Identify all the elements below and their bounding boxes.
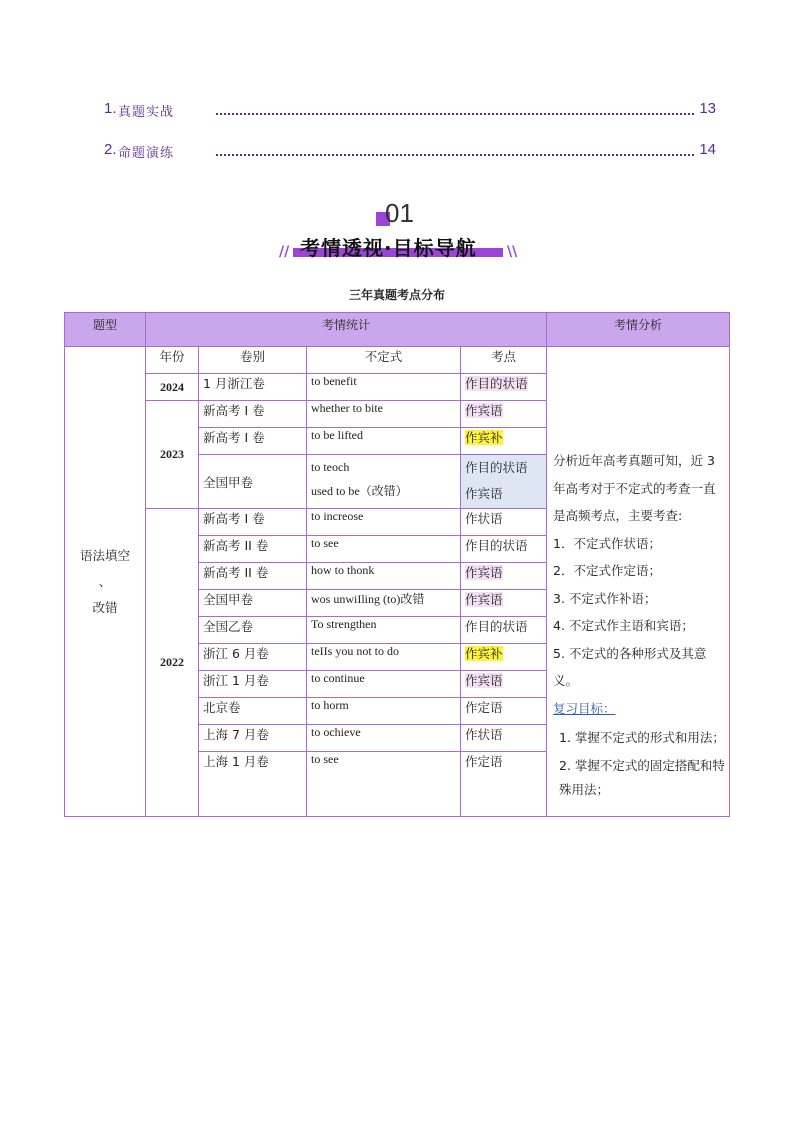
year-cell: 2024: [146, 374, 199, 401]
infinitive-cell: to horm: [307, 698, 461, 725]
decoration-slashes-left: //: [279, 244, 290, 260]
header-stats: 考情统计: [146, 313, 547, 347]
infinitive-cell: wos unwiIling (to)改错: [307, 590, 461, 617]
infinitive-cell: to teoch: [311, 460, 350, 474]
infinitive-cell: to continue: [307, 671, 461, 698]
toc-leader-dots: [216, 154, 694, 156]
toc-number: 1.: [104, 100, 117, 117]
infinitive-cell: to ochieve: [307, 725, 461, 752]
paper-cell: 新高考 I 卷: [199, 509, 307, 536]
point-cell: 作定语: [465, 754, 503, 769]
infinitive-cell: teIIs you not to do: [307, 644, 461, 671]
review-goal-item: 2. 掌握不定式的固定搭配和特殊用法；: [559, 758, 725, 797]
infinitive-cell: to be lifted: [307, 428, 461, 455]
analysis-item: 2．不定式作定语；: [553, 563, 661, 578]
sub-header-year: 年份: [146, 347, 199, 374]
toc-number: 2.: [104, 141, 117, 158]
section-title: 考情透视·目标导航: [300, 236, 477, 260]
sub-header-paper: 卷别: [199, 347, 307, 374]
header-type: 题型: [65, 313, 146, 347]
point-cell: 作目的状语: [465, 460, 528, 475]
paper-cell: 全国甲卷: [199, 590, 307, 617]
question-type-cell: [65, 347, 146, 817]
paper-cell: 新高考 II 卷: [199, 536, 307, 563]
paper-cell: 上海 1 月卷: [199, 752, 307, 817]
analysis-item: 4. 不定式作主语和宾语；: [553, 618, 694, 633]
infinitive-cell: how to thonk: [307, 563, 461, 590]
point-cell: 作状语: [465, 727, 503, 742]
table-caption: 三年真题考点分布: [348, 288, 445, 302]
sub-header-row: [65, 347, 730, 374]
paper-cell: 北京卷: [199, 698, 307, 725]
point-cell: 作宾语: [465, 565, 503, 580]
decoration-slashes-right: \\: [507, 244, 518, 260]
infinitive-cell: to see: [307, 536, 461, 563]
infinitive-cell: to see: [307, 752, 461, 817]
paper-cell: 新高考 II 卷: [199, 563, 307, 590]
exam-distribution-table: [64, 312, 730, 817]
paper-cell: 浙江 1 月卷: [199, 671, 307, 698]
point-cell: 作宾语: [465, 592, 503, 607]
analysis-item: 1．不定式作状语；: [553, 535, 661, 551]
point-cell: 作宾补: [465, 430, 503, 445]
type-line: 语法填空: [79, 547, 130, 563]
toc-label: 命题演练: [118, 146, 175, 161]
toc-page-number: 14: [699, 141, 716, 158]
table-header-row: [65, 313, 730, 347]
section-number: 01: [385, 198, 414, 228]
year-cell: 2022: [146, 509, 199, 817]
analysis-item: 3. 不定式作补语；: [553, 590, 657, 606]
analysis-cell: [547, 347, 730, 817]
point-cell: 作宾语: [465, 486, 503, 501]
infinitive-cell: To strengthen: [307, 617, 461, 644]
paper-cell: 浙江 6 月卷: [199, 644, 307, 671]
toc-page-number: 13: [699, 100, 716, 117]
infinitive-cell: to benefit: [307, 374, 461, 401]
toc-entry-2[interactable]: [104, 141, 716, 163]
point-cell: 作定语: [465, 700, 503, 715]
point-cell: 作目的状语: [465, 538, 528, 553]
toc-entry-1[interactable]: [104, 100, 716, 122]
analysis-intro: 分析近年高考真题可知，近 3 年高考对于不定式的考查一直是高频考点，主要考查:: [553, 453, 716, 523]
analysis-item: 5. 不定式的各种形式及其意义。: [553, 645, 707, 688]
infinitive-cell: to increose: [307, 509, 461, 536]
review-goal-item: 1. 掌握不定式的形式和用法；: [559, 730, 725, 745]
point-cell: 作状语: [465, 511, 503, 526]
paper-cell: 全国乙卷: [199, 617, 307, 644]
review-goal-label: 复习目标：: [553, 700, 616, 716]
paper-cell: 新高考 I 卷: [199, 401, 307, 428]
toc-leader-dots: [216, 113, 694, 115]
toc-label: 真题实战: [118, 105, 175, 120]
point-cell: 作目的状语: [465, 619, 528, 634]
sub-header-infinitive: 不定式: [307, 347, 461, 374]
paper-cell: 1 月浙江卷: [199, 374, 307, 401]
point-cell: 作宾补: [465, 646, 503, 661]
infinitive-cell: whether to bite: [307, 401, 461, 428]
year-cell: 2023: [146, 401, 199, 509]
paper-cell: 新高考 I 卷: [199, 428, 307, 455]
paper-cell: 上海 7 月卷: [199, 725, 307, 752]
type-line: 改错: [92, 599, 118, 615]
point-cell: 作宾语: [465, 673, 503, 688]
point-cell: 作目的状语: [465, 376, 528, 391]
header-analysis: 考情分析: [547, 313, 730, 347]
point-cell: 作宾语: [465, 403, 503, 418]
type-line: 、: [98, 573, 112, 589]
infinitive-cell: used to be（改错）: [311, 484, 408, 498]
sub-header-point: 考点: [461, 347, 547, 374]
paper-cell: 全国甲卷: [199, 455, 307, 509]
